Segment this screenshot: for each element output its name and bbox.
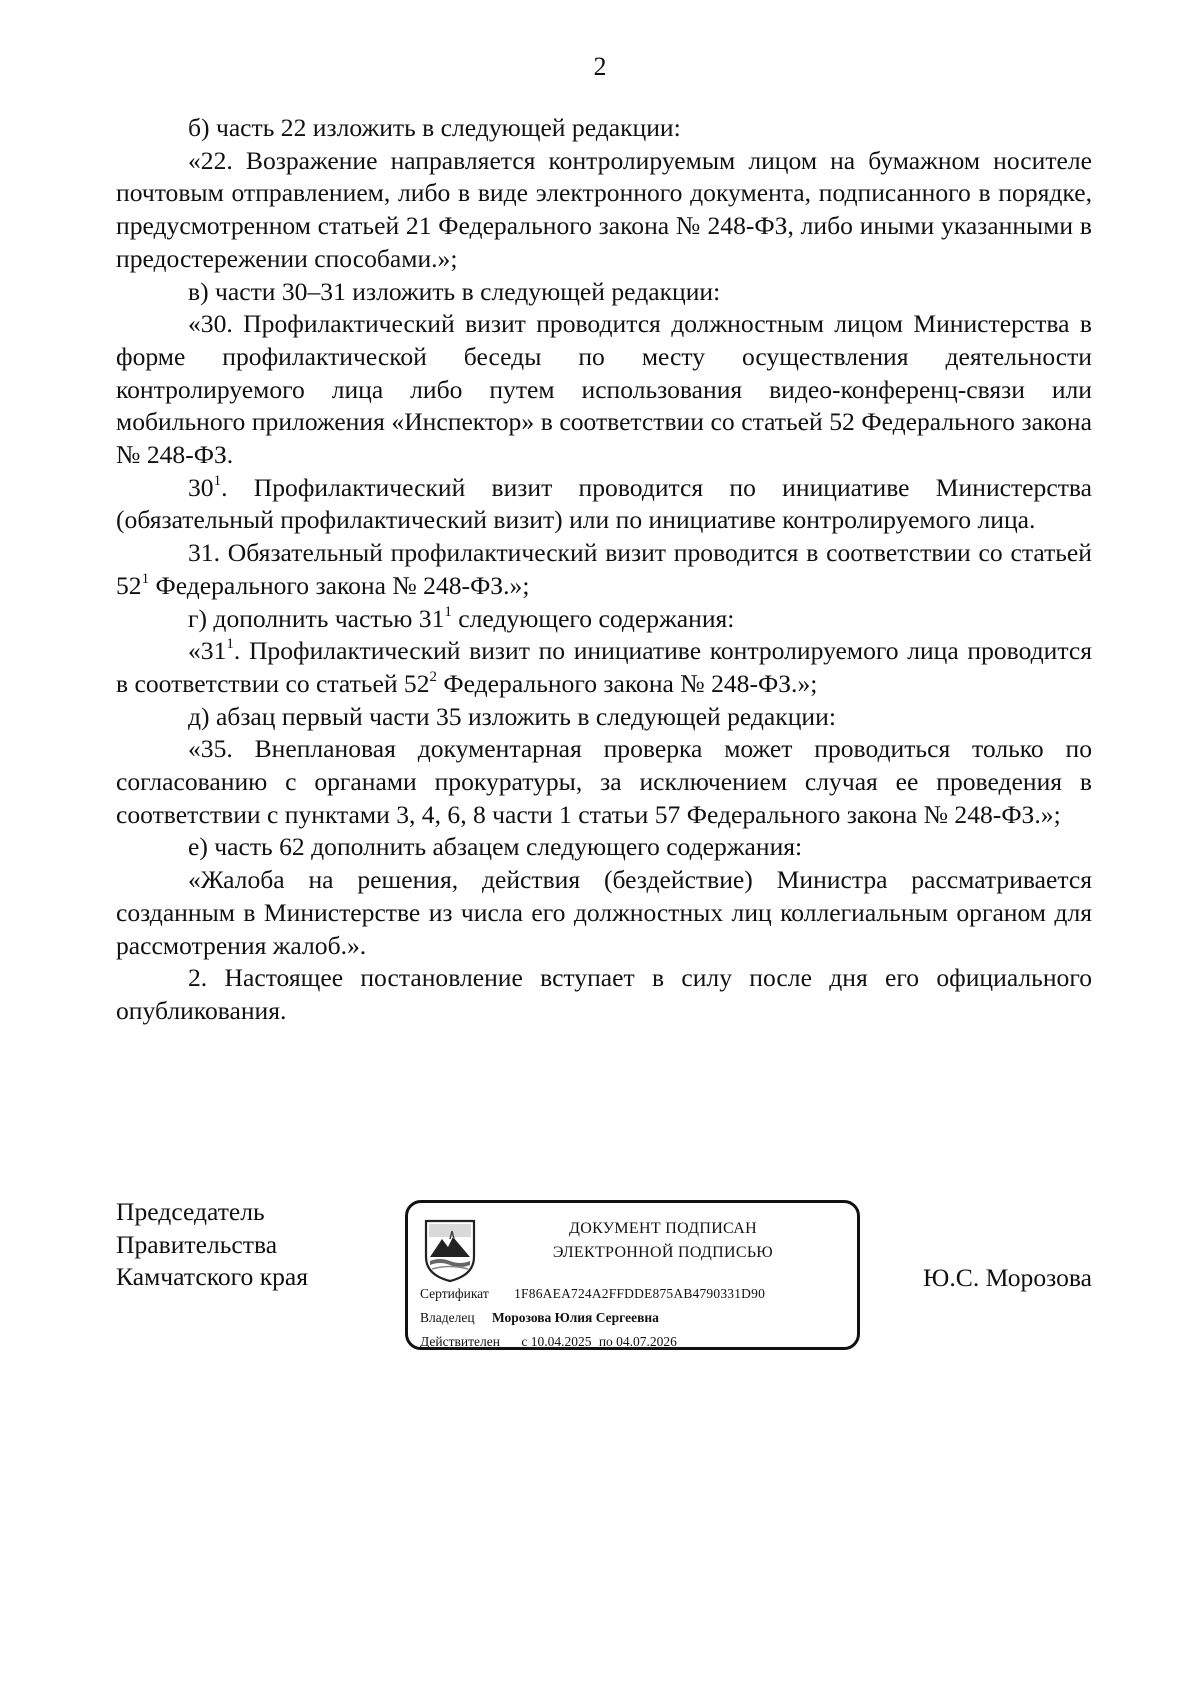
signer-title-line: Правительства xyxy=(116,1229,278,1259)
paragraph-30-1 xyxy=(116,472,1092,537)
paragraph-b: б) часть 22 изложить в следующей редакции: xyxy=(188,113,681,142)
text-part: . Профилактический визит по инициативе контролируемого лица проводится в соответствии со статьей 52 xyxy=(116,636,1092,698)
stamp-heading-line: ДОКУМЕНТ ПОДПИСАН xyxy=(569,1220,757,1237)
signer-title-line: Камчатского края xyxy=(116,1262,309,1292)
valid-from-prefix: с xyxy=(521,1334,528,1349)
text-part: «31 xyxy=(188,636,227,666)
text-part: Федерального закона № 248-ФЗ.»; xyxy=(437,668,818,698)
paragraph-31-1 xyxy=(116,635,1092,700)
page-number: 2 xyxy=(593,52,607,81)
paragraph-g xyxy=(116,603,1092,636)
paragraph-e: е) часть 62 дополнить абзацем следующего содержания: xyxy=(188,832,803,862)
paragraph-31 xyxy=(116,537,1092,602)
stamp-owner-row xyxy=(420,1309,659,1327)
superscript: 2 xyxy=(429,668,438,685)
signer-title xyxy=(116,1196,308,1294)
signer-name: Ю.С. Морозова xyxy=(923,1263,1092,1292)
paragraph-22: «22. Возражение направляется контролируемым лицом на бумажном носителе почтовым отправлением, либо в виде электронного документа, подписанного в порядке, предусмотренном статьей 21 Федерального закона № 248-ФЗ, либо иными указанными в предостережении способами.»; xyxy=(116,145,1092,273)
paragraph-35: «35. Внеплановая документарная проверка может проводиться только по согласованию с органами прокуратуры, за исключением случая ее проведения в соответствии с пунктами 3, 4, 6, 8 части 1 статьи 57 Федерального закона № 248-ФЗ.»; xyxy=(116,734,1092,829)
text-part: следующего содержания: xyxy=(451,603,735,633)
paragraph-complaint: «Жалоба на решения, действия (бездействие) Министра рассматривается созданным в Министерстве из числа его должностных лиц коллегиальным органом для рассмотрения жалоб.». xyxy=(116,865,1092,960)
text-part: . Профилактический визит проводится по инициативе Министерства (обязательный профилактический визит) или по инициативе контролируемого лица. xyxy=(116,472,1092,535)
paragraph-2-effective: 2. Настоящее постановление вступает в силу после дня его официального опубликования. xyxy=(116,963,1092,1025)
text-part: г) дополнить частью 31 xyxy=(188,603,445,633)
superscript: 1 xyxy=(444,603,452,620)
certificate-label: Сертификат xyxy=(420,1286,489,1301)
text-part: 30 xyxy=(188,472,214,502)
text-part: Федерального закона № 248-ФЗ.»; xyxy=(149,570,530,600)
owner-label: Владелец xyxy=(420,1310,475,1325)
paragraph-d: д) абзац первый части 35 изложить в следующей редакции: xyxy=(188,701,836,731)
superscript: 1 xyxy=(226,636,234,653)
stamp-heading-line: ЭЛЕКТРОННОЙ ПОДПИСЬЮ xyxy=(552,1244,774,1261)
superscript: 1 xyxy=(141,570,150,587)
electronic-signature-stamp xyxy=(405,1200,860,1350)
superscript: 1 xyxy=(213,472,222,489)
certificate-value: 1F86AEA724A2FFDDE875AB4790331D90 xyxy=(514,1286,766,1301)
stamp-certificate-row xyxy=(420,1285,765,1303)
valid-from-date: 10.04.2025 xyxy=(530,1334,592,1349)
valid-to-prefix: по xyxy=(598,1334,613,1349)
stamp-validity-row xyxy=(420,1333,677,1351)
valid-label: Действителен xyxy=(420,1334,500,1349)
signer-title-line: Председатель xyxy=(116,1197,265,1226)
owner-value: Морозова Юлия Сергеевна xyxy=(491,1310,659,1325)
paragraph-30: «30. Профилактический визит проводится должностным лицом Министерства в форме профилактической беседы по месту осуществления деятельности контролируемого лица либо путем использования видео-конференц-связи или мобильного приложения «Инспектор» в соответствии со статьей 52 Федерального закона № 248-ФЗ. xyxy=(116,309,1092,470)
kamchatka-emblem-icon xyxy=(420,1217,480,1283)
valid-to-date: 04.07.2026 xyxy=(616,1334,677,1349)
document-body xyxy=(116,112,1092,1028)
text-part: 31. Обязательный профилактический визит проводится в соответствии со статьей 52 xyxy=(116,538,1092,600)
stamp-heading xyxy=(478,1217,848,1265)
paragraph-v: в) части 30–31 изложить в следующей редакции: xyxy=(188,276,721,306)
